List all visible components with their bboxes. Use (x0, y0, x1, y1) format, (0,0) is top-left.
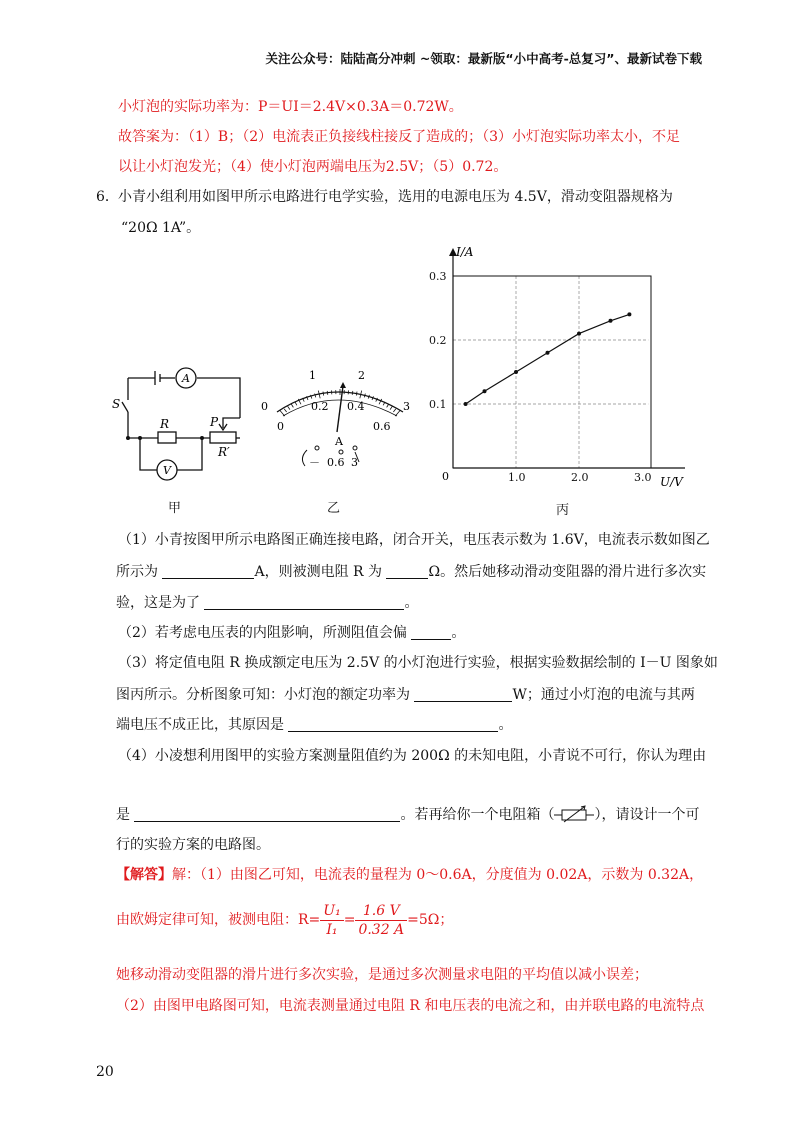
voltmeter-label: V (163, 464, 171, 477)
q4-line3: 行的实验方案的电路图。 (116, 837, 270, 853)
dial-tick (393, 409, 395, 412)
q1-text-a: 所示为 (116, 564, 158, 580)
fraction-u1-i1 (320, 902, 343, 939)
solution-result: =5Ω； (407, 912, 454, 928)
q1-text-c: Ω。然后她移动滑动变阻器的滑片进行多次实 (428, 564, 707, 580)
fraction-values (355, 902, 407, 939)
dial-tick (288, 406, 290, 409)
solution-text-1: 解：（1）由图乙可知，电流表的量程为 0～0.6A，分度值为 0.02A，示数为 0.32A， (172, 867, 704, 883)
q1-text-d: 验，这是为了 (116, 595, 200, 611)
dial-tick (390, 406, 392, 409)
terminal-negative: － (309, 456, 320, 469)
solution-line2 (116, 900, 453, 940)
dial-tick (387, 404, 389, 407)
data-point (464, 402, 468, 406)
dial-unit: A (335, 435, 343, 448)
dial-tick (280, 410, 285, 416)
q4-line2 (116, 805, 699, 825)
y-tick-label: 0.1 (429, 398, 447, 411)
question-stem-line2: “20Ω 1A”。 (121, 220, 201, 236)
answer-summary-line2: 以让小灯泡发光；（4）使小灯泡两端电压为2.5V；（5）0.72。 (118, 159, 508, 175)
q1-purpose-blank[interactable] (204, 595, 404, 610)
q4-reason-blank[interactable] (134, 807, 400, 822)
x-tick-label: 1.0 (508, 471, 526, 484)
dial-lower-tick-2: 0.4 (347, 400, 365, 413)
terminal-3: 3 (351, 456, 358, 469)
q3-power-blank[interactable] (414, 687, 512, 702)
dial-tick (352, 391, 353, 395)
y-axis-label: I/A (456, 245, 474, 259)
q2-blank[interactable] (411, 625, 451, 640)
answer-power-line: 小灯泡的实际功率为：P＝UI＝2.4V×0.3A＝0.72W。 (118, 99, 463, 115)
resistor-label: R (160, 417, 170, 431)
x-tick-label: 3.0 (634, 471, 652, 484)
solution-tag: 【解答】 (116, 867, 172, 883)
fraction-numerator-2: 1.6 V (355, 902, 407, 921)
iu-series-line (466, 314, 630, 404)
question-stem-line1: 小青小组利用如图甲所示电路进行电学实验，选用的电源电压为 4.5V，滑动变阻器规格为 (118, 189, 673, 205)
q2-text-a: （2）若考虑电压表的内阻影响，所测阻值会偏 (118, 625, 407, 641)
data-point (577, 332, 581, 336)
dial-tick (356, 392, 357, 396)
y-tick-label: 0.2 (429, 334, 447, 347)
q2-text-b: 。 (451, 625, 466, 641)
q3-line1: （3）将定值电阻 R 换成额定电压为 2.5V 的小灯泡进行实验，根据实验数据绘制的 I－U 图象如 (118, 655, 718, 671)
solution-line3: 她移动滑动变阻器的滑片进行多次实验，是通过多次测量求电阻的平均值以减小误差； (116, 967, 648, 983)
figure-bing-caption: 丙 (556, 503, 570, 518)
q4-text-b: 。若再给你一个电阻箱（ (400, 807, 555, 823)
page-number: 20 (96, 1064, 114, 1080)
ammeter-dial-yi (255, 362, 420, 474)
q3-text-d: 。 (498, 717, 513, 733)
data-point (483, 389, 487, 393)
fraction-denominator-2: 0.32 A (358, 921, 405, 938)
dial-tick (295, 402, 297, 405)
q2-line (118, 623, 465, 643)
slider-label: P (210, 415, 219, 429)
dial-tick (327, 391, 328, 395)
answer-summary-line1: 故答案为：（1）B；（2）电流表正负接线柱接反了造成的；（3）小灯泡实际功率太小，不足 (118, 129, 681, 145)
dial-lower-tick-0: 0 (277, 420, 284, 433)
solution-line1 (116, 865, 703, 885)
dial-upper-tick-2: 2 (358, 369, 365, 382)
q3-text-c: 端电压不成正比，其原因是 (116, 717, 284, 733)
q4-text-a: 是 (116, 807, 130, 823)
dial-tick (323, 392, 324, 396)
dial-upper-tick-3: 3 (403, 400, 410, 413)
figure-yi-caption: 乙 (327, 501, 341, 516)
fraction-numerator-1: U₁ (320, 902, 343, 921)
q3-reason-blank[interactable] (288, 717, 498, 732)
circuit-diagram-jia (110, 360, 250, 515)
iu-chart-bing (420, 240, 700, 500)
rheostat-label: R′ (218, 445, 230, 459)
dial-lower-tick-3: 0.6 (373, 420, 391, 433)
q4-line1: （4）小凌想利用图甲的实验方案测量阻值约为 200Ω 的未知电阻，小青说不可行，你认为理由 (118, 748, 707, 764)
question-number: 6． (96, 189, 119, 205)
solution-equals: = (343, 912, 356, 928)
q1-resistance-blank[interactable] (386, 564, 428, 579)
dial-upper-tick-0: 0 (261, 400, 268, 413)
q3-line3 (116, 715, 512, 735)
solution-line4: （2）由图甲电路图可知，电流表测量通过电阻 R 和电压表的电流之和，由并联电路的电流特点 (116, 998, 705, 1014)
x-origin-label: 0 (442, 470, 449, 483)
x-tick-label: 2.0 (571, 471, 589, 484)
q1-text-b: A，则被测电阻 R 为 (254, 564, 383, 580)
data-point (609, 319, 613, 323)
q1-line3 (116, 593, 418, 613)
terminal-0.6: 0.6 (327, 456, 345, 469)
q1-line2 (116, 562, 706, 582)
switch-label: S (112, 397, 121, 411)
page-header: 关注公众号：陆陆高分冲刺 ~领取：最新版“小中高考-总复习”、最新试卷下载 (265, 51, 702, 66)
q1-current-blank[interactable] (162, 564, 254, 579)
q3-line2 (116, 685, 695, 705)
dial-tick (291, 404, 293, 407)
resistance-box-icon (554, 805, 594, 825)
q1-text-e: 。 (404, 595, 419, 611)
dial-upper-tick-1: 1 (309, 369, 316, 382)
q3-text-a: 图丙所示。分析图象可知：小灯泡的额定功率为 (116, 687, 410, 703)
dial-tick (364, 394, 365, 398)
data-point (514, 370, 518, 374)
data-point (546, 351, 550, 355)
q3-text-b: W；通过小灯泡的电流与其两 (512, 687, 695, 703)
x-axis-label: U/V (660, 475, 683, 489)
dial-tick (284, 409, 286, 412)
dial-lower-tick-1: 0.2 (311, 400, 329, 413)
fraction-denominator-1: I₁ (326, 921, 338, 938)
q4-text-c: ），请设计一个可 (594, 807, 700, 823)
dial-tick (395, 410, 400, 416)
ammeter-label: A (182, 372, 190, 385)
q1-line1: （1）小青按图甲所示电路图正确连接电路，闭合开关，电压表示数为 1.6V，电流表示数如图乙 (118, 532, 710, 548)
y-tick-label: 0.3 (429, 270, 447, 283)
data-point (627, 312, 631, 316)
figure-jia-caption: 甲 (168, 501, 182, 516)
solution-text-2: 由欧姆定律可知，被测电阻：R= (116, 912, 321, 928)
